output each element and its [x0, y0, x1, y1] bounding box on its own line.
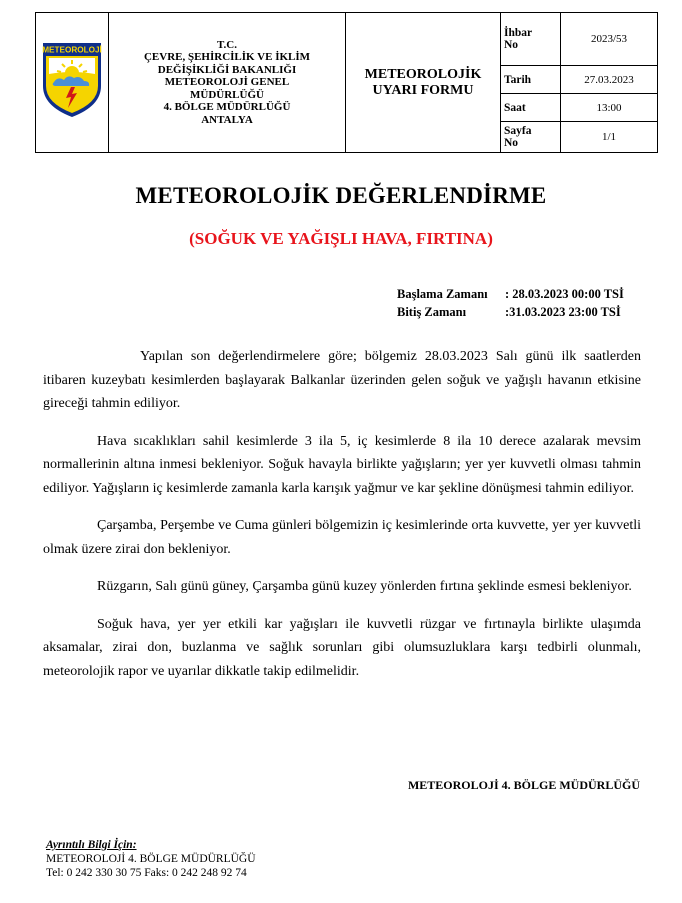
org-line: METEOROLOJİ GENEL: [164, 76, 290, 89]
logo-cell: [36, 13, 109, 153]
end-time-row: [397, 303, 624, 321]
paragraph: Yapılan son değerlendirmelere göre; bölgemiz 28.03.2023 Salı günü ilk saatlerden itibaren kuzeybatı kesimlerden başlayarak Balkanlar üzerinden gelen soğuk ve yağışlı havanın etkisine gireceği tahmin ediliyor.: [43, 349, 641, 411]
saat-label: [501, 94, 561, 122]
form-title-cell: [346, 13, 501, 153]
paragraph: Rüzgarın, Salı günü güney, Çarşamba günü kuzey yönlerden fırtına şeklinde esmesi bekleniyor.: [97, 579, 632, 594]
end-time-value: :31.03.2023 23:00 TSİ: [505, 305, 621, 319]
form-title-line: UYARI FORMU: [372, 82, 474, 98]
org-line: 4. BÖLGE MÜDÜRLÜĞÜ: [163, 101, 291, 114]
contact-title: Ayrıntılı Bilgi İçin:: [46, 839, 137, 851]
header-table: [35, 12, 658, 153]
body-text: [43, 345, 641, 697]
org-line: ANTALYA: [201, 113, 253, 126]
tarih-label: [501, 66, 561, 94]
sayfa-no-label: [501, 122, 561, 153]
label-line: No: [504, 137, 519, 149]
document-subtitle: (SOĞUK VE YAĞIŞLI HAVA, FIRTINA): [189, 229, 493, 248]
contact-phone: Tel: 0 242 330 30 75 Faks: 0 242 248 92 74: [46, 867, 247, 879]
meteoroloji-logo: [40, 40, 104, 120]
start-time-label: Başlama Zamanı: [397, 287, 488, 301]
label-line: Sayfa: [504, 125, 532, 137]
org-line: T.C.: [217, 38, 237, 51]
form-title-line: METEOROLOJİK: [364, 66, 482, 82]
contact-org: METEOROLOJİ 4. BÖLGE MÜDÜRLÜĞÜ: [46, 853, 256, 865]
paragraph: Hava sıcaklıkları sahil kesimlerde 3 ila 5, iç kesimlerde 8 ila 10 derece azalarak mevsim normallerinin altına inmesi bekleniyor. Soğuk havayla birlikte yağışların; yer yer kuvvetli olması tahmin ediliyor. Yağışların iç kesimlerde zamanla karla karışık yağmur ve kar şekline dönüşmesi tahmin ediliyor.: [43, 433, 641, 496]
label-line: Tarih: [504, 73, 532, 86]
logo-text: METEOROLOJİ: [42, 45, 102, 55]
ihbar-no-label: [501, 13, 561, 66]
org-line: DEĞİŞİKLİĞİ BAKANLIĞI: [157, 63, 297, 76]
signature: METEOROLOJİ 4. BÖLGE MÜDÜRLÜĞÜ: [407, 778, 640, 792]
label-line: Saat: [504, 101, 526, 114]
paragraph: Çarşamba, Perşembe ve Cuma günleri bölgemizin iç kesimlerinde orta kuvvette, yer yer kuvvetli olmak üzere zirai don bekleniyor.: [43, 518, 641, 557]
sayfa-no-value: 1/1: [561, 122, 658, 153]
label-line: No: [504, 39, 519, 51]
org-line: MÜDÜRLÜĞÜ: [190, 88, 264, 101]
saat-value: 13:00: [561, 94, 658, 122]
document-title: METEOROLOJİK DEĞERLENDİRME: [135, 183, 547, 208]
end-time-label: Bitiş Zamanı: [397, 305, 467, 319]
organization-cell: [109, 13, 346, 153]
start-time-value: : 28.03.2023 00:00 TSİ: [505, 287, 624, 301]
validity-times: [397, 285, 624, 321]
start-time-row: [397, 285, 624, 303]
label-line: İhbar: [504, 27, 533, 39]
ihbar-no-value: 2023/53: [561, 13, 658, 66]
org-line: ÇEVRE, ŞEHİRCİLİK VE İKLİM: [143, 51, 311, 64]
tarih-value: 27.03.2023: [561, 66, 658, 94]
paragraph: Soğuk hava, yer yer etkili kar yağışları ile kuvvetli rüzgar ve fırtınayla birlikte ulaşımda aksamalar, zirai don, buzlanma ve sağlık sorunları gibi olumsuzluklara karşı tedbirli olunmalı, meteorolojik rapor ve uyarılar dikkatle takip edilmelidir.: [43, 616, 641, 679]
contact-info: [46, 838, 256, 880]
